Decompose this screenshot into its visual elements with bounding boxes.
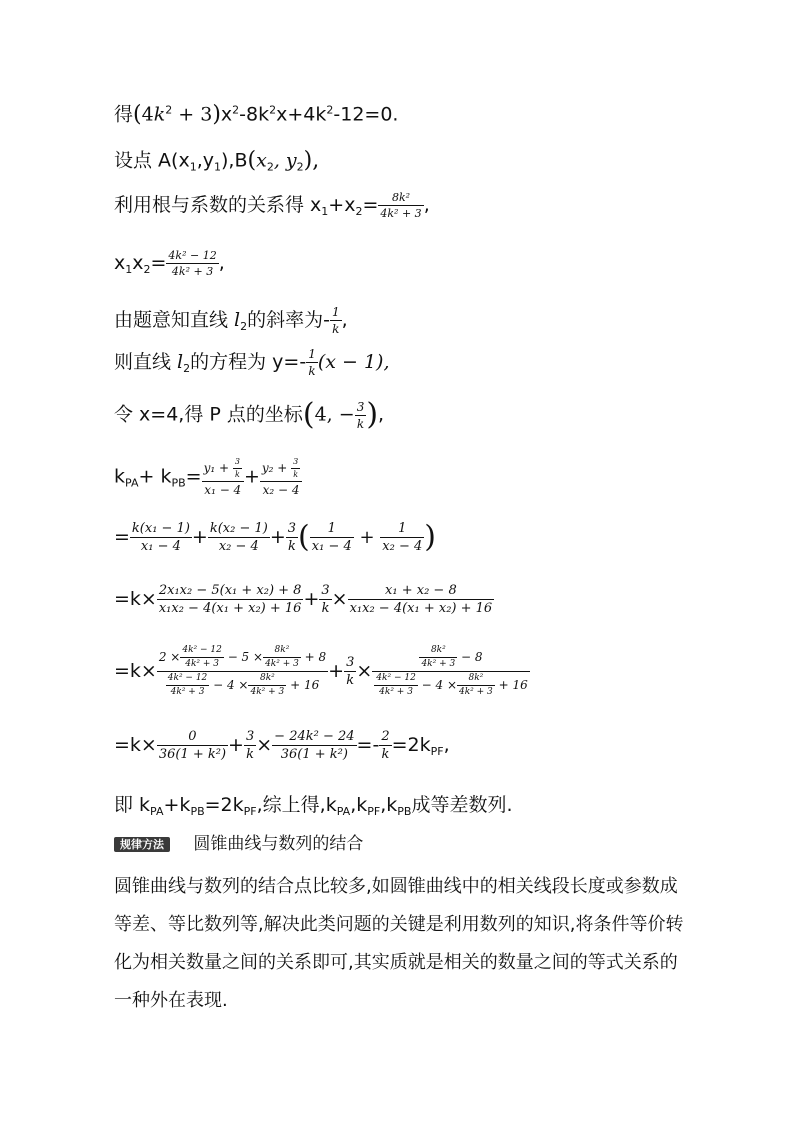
- method-paragraph: 圆锥曲线与数列的结合点比较多,如圆锥曲线中的相关线段长度或参数成等差、等比数列等,解决此类问题的关键是利用数列的知识,将条件等价转化为相关数量之间的关系即可,其实质就是相关的数量之间的等式关系的一种外在表现.: [114, 876, 684, 1011]
- method-heading: [114, 836, 363, 853]
- equation-line-10: =k× $\frac{\text{2x₁x₂ − 5(x₁ + x₂) + 8}}{\text{x₁x₂ − 4(x₁ + x₂) + 16}}$ + $\frac{3}{k}$ × $\frac{\text{x₁ + x₂ − 8}}{\text{x₁x₂ − 4(x₁ + x₂) + 16}}$: [114, 583, 493, 616]
- method-badge: 规律方法: [114, 837, 170, 852]
- equation-line-7: 令 x=4,得 P 点的坐标(4, − $\frac{3}{k}$ ),: [114, 397, 385, 432]
- conclusion-line: 即 $k_{PA}+k_{PB}=2k_{PF}$,综上得$,k_{PA},k_{PF},k_{PB}$成等差数列.: [114, 794, 513, 818]
- equation-line-5: 由题意知直线 $l_2$的斜率为- $\frac{1}{k}$ ,: [114, 305, 348, 336]
- equation-line-1: 得$(4k^2 + 3)x^2-8k^2x+4k^2-12=0$.: [114, 102, 399, 127]
- equation-line-4: $x_1x_2=$ $\frac{\text{4k² − 12}}{\text{4k² + 3}}$ ,: [114, 249, 225, 278]
- equation-line-8: $k_{PA}+ k_{PB}=$ y₁ + $\frac{3}{k}$ x₁ − 4 + y₂ + $\frac{3}{k}$ x₂ − 4: [114, 458, 302, 496]
- equation-line-3: 利用根与系数的关系得 $x_1+x_2=$ $\frac{\text{8k²}}{\text{4k² + 3}}$ ,: [114, 191, 430, 220]
- method-title: 圆锥曲线与数列的结合: [193, 834, 364, 854]
- equation-line-9: = $\frac{\text{k(x₁ − 1)}}{\text{x₁ − 4}}$ + $\frac{\text{k(x₂ − 1)}}{\text{x₂ − 4}}$ + $\frac{3}{k}$ ( $\frac{1}{\text{x₁ − 4}}$ + $\frac{1}{\text{x₂ − 4}}$ ): [114, 519, 436, 555]
- equation-line-12: =k× $\frac{0}{\text{36(1 + k²)}}$ + $\frac{3}{k}$ × $\frac{\text{− 24k² − 24}}{\text{36(1 + k²)}}$ =- $\frac{2}{k}$ $=2k_{PF}$,: [114, 729, 450, 762]
- equation-line-11: =k× 2 × $\frac{\text{4k² − 12}}{\text{4k² + 3}}$ − 5 × $\frac{\text{8k²}}{\text{4k² + 3}}$ + 8 $\frac{\text{4k² − 12}}{\text{4k² + 3}}$ − 4 × $\frac{\text{8k²}}{\text{4k² + 3}}$ + 16 + $\frac{3}{k}$ × $\frac{\text{8k²}}{\text{4k² + 3}}$ − 8 $\frac{\text{4k² − 12}}{\text{4k² + 3}}$ − 4 × $\frac{\text{8k²}}{\text{4k² + 3}}$ + 16: [114, 645, 528, 697]
- equation-line-2: 设点 $A(x_1,y_1),B(x_2$, $y_2$),: [114, 148, 320, 174]
- equation-line-6: 则直线 $l_2$的方程为 y=- $\frac{1}{k}$ (x − 1),: [114, 347, 390, 378]
